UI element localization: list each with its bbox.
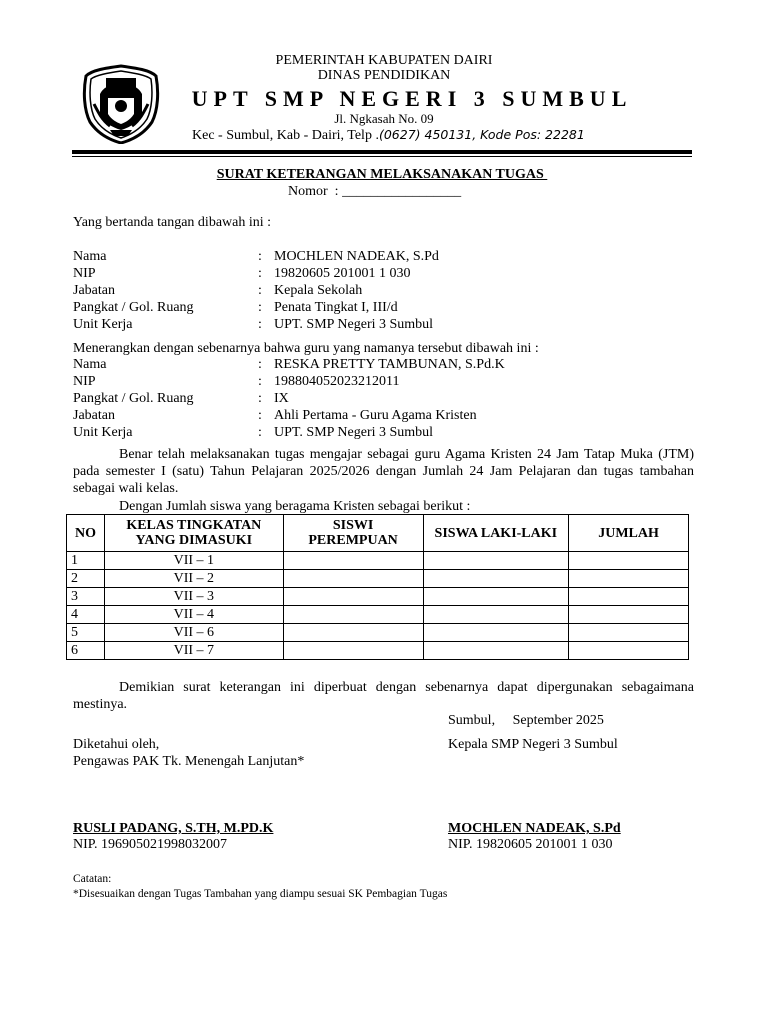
header-rule-thin	[72, 156, 692, 157]
field-colon: :	[258, 266, 262, 281]
field-value: 198804052023212011	[274, 374, 400, 389]
closing-paragraph: Demikian surat keterangan ini diperbuat dengan sebenarnya dapat dipergunakan sebagaimana mestinya.	[73, 680, 694, 712]
student-count-table	[66, 514, 689, 660]
cell-female	[283, 606, 423, 624]
cell-total	[569, 624, 689, 642]
table-header-row	[67, 515, 689, 552]
cell-male	[423, 570, 569, 588]
government-name: PEMERINTAH KABUPATEN DAIRI	[275, 53, 493, 68]
field-value: Penata Tingkat I, III/d	[274, 300, 398, 315]
address-text: Kec - Sumbul, Kab - Dairi, Telp .	[192, 128, 379, 143]
field-colon: :	[258, 425, 262, 440]
field-colon: :	[258, 300, 262, 315]
header-female: SISWI PEREMPUAN	[283, 515, 423, 552]
field-colon: :	[258, 391, 262, 406]
teacher-row	[73, 424, 693, 441]
cell-total	[569, 570, 689, 588]
teacher-row	[73, 390, 693, 407]
teacher-row	[73, 356, 693, 373]
table-row	[67, 552, 689, 570]
field-colon: :	[258, 357, 262, 372]
left-signer-nip: NIP. 196905021998032007	[73, 837, 228, 852]
cell-no: 2	[67, 570, 105, 588]
field-value: Kepala Sekolah	[274, 283, 363, 298]
field-colon: :	[258, 249, 262, 264]
field-colon: :	[258, 374, 262, 389]
cell-male	[423, 588, 569, 606]
header-rule-thick	[72, 150, 692, 154]
cell-class: VII – 1	[104, 552, 283, 570]
cell-no: 1	[67, 552, 105, 570]
field-colon: :	[258, 283, 262, 298]
number-label: Nomor :	[288, 184, 343, 199]
cell-female	[283, 570, 423, 588]
teacher-intro: Menerangkan dengan sebenarnya bahwa guru yang namanya tersebut dibawah ini :	[73, 341, 539, 356]
intro-text: Yang bertanda tangan dibawah ini :	[73, 215, 272, 230]
cell-total	[569, 606, 689, 624]
teacher-row	[73, 373, 693, 390]
signer-row	[73, 282, 693, 299]
table-row	[67, 606, 689, 624]
field-colon: :	[258, 317, 262, 332]
cell-male	[423, 606, 569, 624]
cell-male	[423, 552, 569, 570]
field-label: Jabatan	[73, 408, 115, 423]
letter-number	[288, 183, 461, 200]
table-row	[67, 642, 689, 660]
cell-total	[569, 642, 689, 660]
signer-row	[73, 248, 693, 265]
contact-info: (0627) 450131, Kode Pos: 22281	[378, 127, 585, 142]
signer-row	[73, 299, 693, 316]
note-label: Catatan:	[73, 873, 112, 885]
department-name: DINAS PENDIDIKAN	[317, 68, 451, 83]
cell-female	[283, 624, 423, 642]
field-label: NIP	[73, 266, 96, 281]
right-signer-name: MOCHLEN NADEAK, S.Pd	[448, 821, 621, 836]
field-value: 19820605 201001 1 030	[274, 266, 411, 281]
number-blank: _________________	[342, 184, 462, 199]
header-male: SISWA LAKI-LAKI	[423, 515, 569, 552]
signer-row	[73, 265, 693, 282]
header-no: NO	[67, 515, 105, 552]
field-label: Nama	[73, 357, 107, 372]
left-sign-line1: Diketahui oleh,	[73, 737, 160, 752]
header-class: KELAS TINGKATAN YANG DIMASUKI	[104, 515, 283, 552]
header-total: JUMLAH	[569, 515, 689, 552]
cell-no: 4	[67, 606, 105, 624]
field-colon: :	[258, 408, 262, 423]
letter-title: SURAT KETERANGAN MELAKSANAKAN TUGAS	[216, 167, 548, 182]
school-name: UPT SMP NEGERI 3 SUMBUL	[191, 86, 633, 111]
field-value: IX	[274, 391, 289, 406]
field-label: Nama	[73, 249, 107, 264]
left-sign-line2: Pengawas PAK Tk. Menengah Lanjutan*	[73, 754, 305, 769]
signer-row	[73, 316, 693, 333]
cell-male	[423, 624, 569, 642]
school-street: Jl. Ngkasah No. 09	[334, 111, 434, 126]
cell-no: 5	[67, 624, 105, 642]
cell-class: VII – 4	[104, 606, 283, 624]
field-label: Pangkat / Gol. Ruang	[73, 300, 194, 315]
district-emblem-logo	[80, 64, 162, 144]
right-sign-line1: Kepala SMP Negeri 3 Sumbul	[448, 737, 618, 752]
table-intro: Dengan Jumlah siswa yang beragama Kristen sebagai berikut :	[119, 499, 471, 514]
cell-female	[283, 552, 423, 570]
body-paragraph: Benar telah melaksanakan tugas mengajar sebagai guru Agama Kristen 24 Jam Tatap Muka (JTM) pada semester I (satu) Tahun Pelajaran 2025/2026 dengan Jumlah 24 Jam Pelajaran dan tugas tambahan sebagai wali kelas.	[73, 447, 694, 496]
cell-female	[283, 588, 423, 606]
note-text: *Disesuaikan dengan Tugas Tambahan yang diampu sesuai SK Pembagian Tugas	[73, 888, 448, 900]
teacher-row	[73, 407, 693, 424]
field-label: Unit Kerja	[73, 317, 133, 332]
cell-class: VII – 2	[104, 570, 283, 588]
cell-total	[569, 552, 689, 570]
field-label: Jabatan	[73, 283, 115, 298]
cell-class: VII – 3	[104, 588, 283, 606]
right-signer-nip: NIP. 19820605 201001 1 030	[448, 837, 613, 852]
cell-no: 3	[67, 588, 105, 606]
cell-class: VII – 7	[104, 642, 283, 660]
field-label: Unit Kerja	[73, 425, 133, 440]
field-value: MOCHLEN NADEAK, S.Pd	[274, 249, 439, 264]
field-label: Pangkat / Gol. Ruang	[73, 391, 194, 406]
field-label: NIP	[73, 374, 96, 389]
field-value: Ahli Pertama - Guru Agama Kristen	[274, 408, 477, 423]
cell-male	[423, 642, 569, 660]
left-signer-name: RUSLI PADANG, S.TH, M.PD.K	[73, 821, 274, 836]
table-row	[67, 570, 689, 588]
cell-female	[283, 642, 423, 660]
place-date: Sumbul, September 2025	[448, 713, 604, 728]
cell-total	[569, 588, 689, 606]
field-value: UPT. SMP Negeri 3 Sumbul	[274, 425, 434, 440]
table-row	[67, 588, 689, 606]
field-value: RESKA PRETTY TAMBUNAN, S.Pd.K	[274, 357, 505, 372]
cell-no: 6	[67, 642, 105, 660]
cell-class: VII – 6	[104, 624, 283, 642]
school-address	[192, 126, 632, 144]
table-row	[67, 624, 689, 642]
field-value: UPT. SMP Negeri 3 Sumbul	[274, 317, 434, 332]
